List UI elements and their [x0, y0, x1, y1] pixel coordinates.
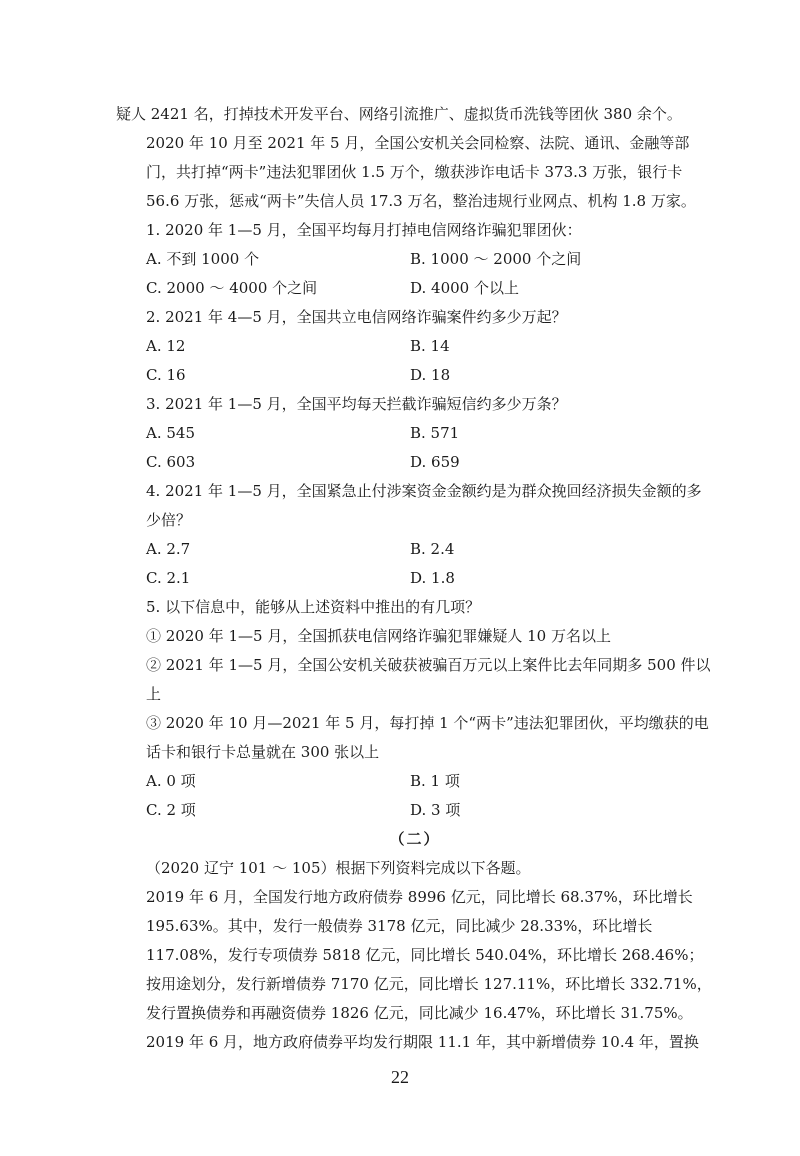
option-a: A. 不到 1000 个	[146, 250, 260, 268]
option-a: A. 545	[146, 424, 195, 442]
option-c: C. 603	[146, 453, 196, 471]
option-d: D. 4000 个以上	[410, 279, 519, 297]
page-number: 22	[391, 1067, 409, 1087]
option-a: A. 2.7	[146, 540, 191, 558]
option-c: C. 2000 ～ 4000 个之间	[146, 279, 318, 297]
option-c: C. 2.1	[146, 569, 191, 587]
paragraph-bond-issuance: 2019 年 6 月，全国发行地方政府债券 8996 亿元，同比增长 68.37%，环比增长 195.63%。其中，发行一般债券 3178 亿元，同比减少 28.33%，环比增长 117.08%，发行专项债券 5818 亿元，同比增长 540.04%，环比增长 268.46%；按用途划分，发行新增债券 7170 亿元，同比增长 127.11%，环比增长 332.71%，发行置换债券和再融资债券 1826 亿元，同比减少 16.47%，环比增长 31.75%。	[146, 888, 712, 1022]
option-b: B. 2.4	[410, 540, 455, 558]
option-c: C. 2 项	[146, 801, 196, 819]
section-intro: （2020 辽宁 101 ～ 105）根据下列资料完成以下各题。	[146, 859, 531, 877]
option-b: B. 571	[410, 424, 460, 442]
paragraph-bond-term: 2019 年 6 月，地方政府债券平均发行期限 11.1 年，其中新增债券 10.4 年，置换	[146, 1033, 699, 1051]
option-a: A. 0 项	[146, 772, 196, 790]
question-5-stem: 5. 以下信息中，能够从上述资料中推出的有几项？	[146, 598, 481, 616]
question-5-options-row-2	[116, 796, 714, 825]
question-3-options-row-1	[116, 419, 714, 448]
question-4-options-row-1	[116, 535, 714, 564]
question-2-stem: 2. 2021 年 4—5 月，全国共立电信网络诈骗案件约多少万起？	[146, 308, 567, 326]
question-1-options-row-1	[116, 245, 714, 274]
question-5-statement-3: ③ 2020 年 10 月—2021 年 5 月，每打掉 1 个“两卡”违法犯罪团伙，平均缴获的电话卡和银行卡总量就在 300 张以上	[146, 714, 709, 761]
paragraph-continuation: 疑人 2421 名，打掉技术开发平台、网络引流推广、虚拟货币洗钱等团伙 380 余个。	[116, 105, 682, 123]
option-d: D. 659	[410, 453, 460, 471]
paragraph-two-card: 2020 年 10 月至 2021 年 5 月，全国公安机关会同检察、法院、通讯、金融等部门，共打掉“两卡”违法犯罪团伙 1.5 万个，缴获涉诈电话卡 373.3 万张，银行卡 56.6 万张，惩戒“两卡”失信人员 17.3 万名，整治违规行业网点、机构 1.8 万家。	[146, 134, 696, 210]
question-3-options-row-2	[116, 448, 714, 477]
question-2-options-row-2	[116, 361, 714, 390]
question-1-stem: 1. 2020 年 1—5 月，全国平均每月打掉电信网络诈骗犯罪团伙：	[146, 221, 582, 239]
option-d: D. 3 项	[410, 801, 461, 819]
question-4-options-row-2	[116, 564, 714, 593]
option-c: C. 16	[146, 366, 186, 384]
question-2-options-row-1	[116, 332, 714, 361]
option-b: B. 1 项	[410, 772, 460, 790]
section-title: （二）	[389, 830, 441, 848]
question-4-stem: 4. 2021 年 1—5 月，全国紧急止付涉案资金金额约是为群众挽回经济损失金额的多少倍？	[146, 482, 702, 529]
page-body	[116, 100, 714, 1057]
option-d: D. 18	[410, 366, 451, 384]
question-5-options-row-1	[116, 767, 714, 796]
option-d: D. 1.8	[410, 569, 455, 587]
option-b: B. 1000 ～ 2000 个之间	[410, 250, 582, 268]
option-a: A. 12	[146, 337, 186, 355]
question-3-stem: 3. 2021 年 1—5 月，全国平均每天拦截诈骗短信约多少万条？	[146, 395, 567, 413]
option-b: B. 14	[410, 337, 450, 355]
question-1-options-row-2	[116, 274, 714, 303]
question-5-statement-2: ② 2021 年 1—5 月，全国公安机关破获被骗百万元以上案件比去年同期多 500 件以上	[146, 656, 711, 703]
question-5-statement-1: ① 2020 年 1—5 月，全国抓获电信网络诈骗犯罪嫌疑人 10 万名以上	[146, 627, 611, 645]
